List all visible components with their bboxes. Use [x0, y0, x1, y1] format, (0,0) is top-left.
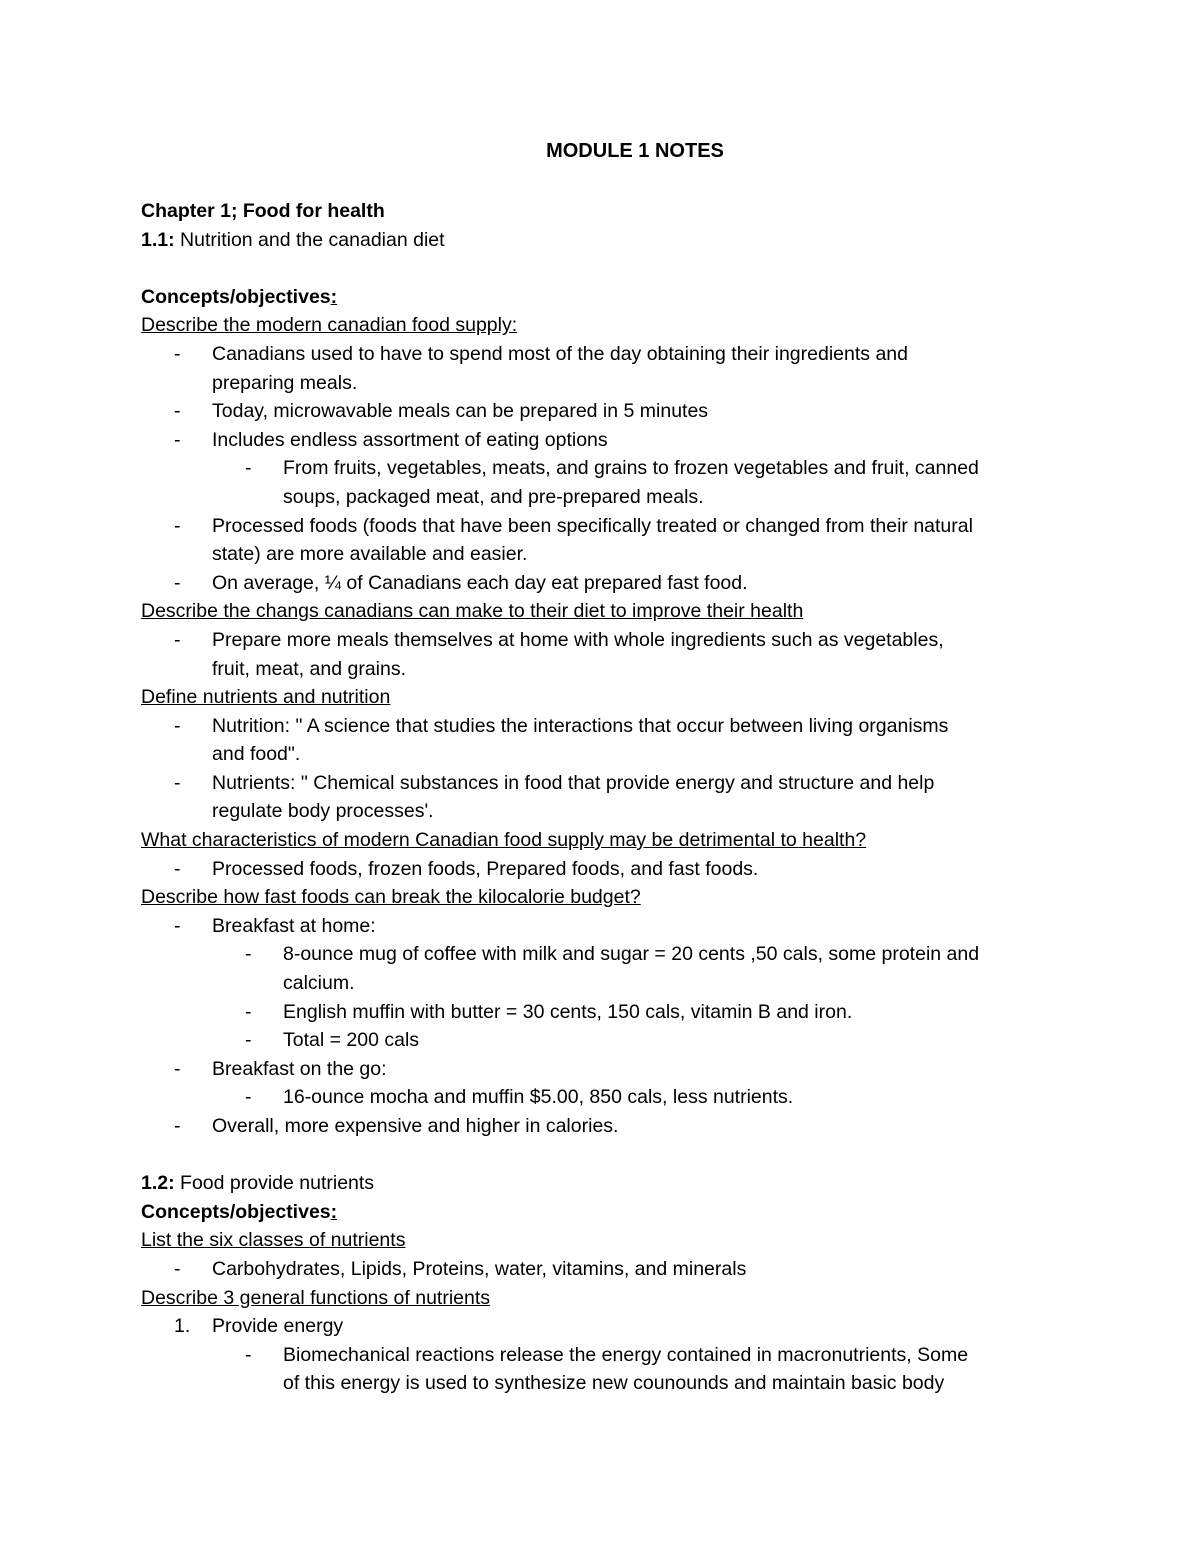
bullet-text: English muffin with butter = 30 cents, 150 cals, vitamin B and iron. [283, 1000, 853, 1023]
bullet-text: 16-ounce mocha and muffin $5.00, 850 cals, less nutrients. [283, 1086, 794, 1109]
bullet-text: Breakfast on the go: [212, 1057, 387, 1080]
sub-bullet-continuation: soups, packaged meat, and pre-prepared meals. [283, 485, 704, 508]
spacer [141, 1141, 1061, 1170]
question-heading: Describe the modern canadian food supply: [141, 314, 518, 337]
page-title: MODULE 1 NOTES [546, 140, 724, 162]
bullet-dash: - [245, 1343, 252, 1366]
bullet-item [141, 1255, 1061, 1284]
bullet-item [141, 340, 1061, 369]
bullet-dash: - [174, 400, 181, 423]
section-heading-1-2 [141, 1169, 1061, 1198]
bullet-item [141, 1055, 1061, 1084]
bullet-continuation: fruit, meat, and grains. [212, 657, 407, 680]
bullet-text: Breakfast at home: [212, 914, 376, 937]
sub-bullet-continuation: calcium. [283, 972, 355, 995]
bullet-item [141, 769, 1061, 798]
bullet-item [141, 1112, 1061, 1141]
question-heading: List the six classes of nutrients [141, 1229, 406, 1252]
numbered-item [141, 1312, 1061, 1341]
bullet-item [141, 855, 1061, 884]
sub-bullet-item [141, 1026, 1061, 1055]
bullet-text: Nutrition: " A science that studies the interactions that occur between living organisms [212, 714, 949, 737]
bullet-dash: - [174, 342, 181, 365]
bullet-dash: - [174, 714, 181, 737]
bullet-text: On average, ¼ of Canadians each day eat prepared fast food. [212, 571, 748, 594]
bullet-text: From fruits, vegetables, meats, and grains to frozen vegetables and fruit, canned [283, 457, 979, 480]
bullet-dash: - [174, 428, 181, 451]
bullet-text: Overall, more expensive and higher in calories. [212, 1115, 619, 1137]
question-heading: Define nutrients and nutrition [141, 686, 391, 709]
question-heading: What characteristics of modern Canadian food supply may be detrimental to health? [141, 829, 867, 852]
bullet-dash: - [174, 857, 181, 880]
section-title: Food provide nutrients [174, 1172, 375, 1195]
section-title: Nutrition and the canadian diet [174, 228, 445, 251]
bullet-dash: - [245, 1086, 252, 1109]
bullet-text: Includes endless assortment of eating options [212, 428, 608, 451]
bullet-text: Processed foods (foods that have been specifically treated or changed from their natural [212, 514, 973, 537]
bullet-text: Nutrients: " Chemical substances in food that provide energy and structure and help [212, 771, 935, 794]
item-text: Provide energy [212, 1315, 344, 1338]
sub-bullet-item [141, 998, 1061, 1027]
bullet-text: Biomechanical reactions release the energy contained in macronutrients, Some [283, 1343, 969, 1366]
bullet-dash: - [174, 771, 181, 794]
concepts-heading [141, 283, 1061, 312]
bullet-text: 8-ounce mug of coffee with milk and sugar = 20 cents ,50 cals, some protein and [283, 943, 980, 966]
concepts-label: Concepts/objectives [141, 1200, 331, 1223]
bullet-text: Canadians used to have to spend most of the day obtaining their ingredients and [212, 342, 908, 365]
bullet-item [141, 912, 1061, 941]
bullet-dash: - [174, 914, 181, 937]
notes-body [141, 197, 1061, 1398]
bullet-continuation: and food". [212, 743, 301, 766]
bullet-item [141, 426, 1061, 455]
concepts-heading [141, 1198, 1061, 1227]
bullet-text: Processed foods, frozen foods, Prepared foods, and fast foods. [212, 857, 759, 880]
bullet-item [141, 397, 1061, 426]
bullet-dash: - [174, 571, 181, 594]
bullet-dash: - [245, 943, 252, 966]
bullet-dash: - [245, 1000, 252, 1023]
question-heading: Describe how fast foods can break the kilocalorie budget? [141, 886, 641, 909]
bullet-item [141, 512, 1061, 541]
spacer [141, 254, 1061, 283]
bullet-dash: - [245, 1029, 252, 1052]
bullet-dash: - [174, 1257, 181, 1280]
bullet-continuation: preparing meals. [212, 371, 358, 394]
bullet-dash: - [174, 514, 181, 537]
bullet-text: Carbohydrates, Lipids, Proteins, water, vitamins, and minerals [212, 1257, 747, 1280]
bullet-dash: - [245, 457, 252, 480]
question-heading: Describe 3 general functions of nutrients [141, 1286, 491, 1309]
bullet-item [141, 626, 1061, 655]
bullet-text: Today, microwavable meals can be prepared in 5 minutes [212, 400, 709, 423]
item-number: 1. [174, 1315, 191, 1338]
section-heading-1-1 [141, 226, 1061, 255]
question-heading: Describe the changs canadians can make to their diet to improve their health [141, 600, 804, 623]
bullet-item [141, 712, 1061, 741]
bullet-text: Total = 200 cals [283, 1029, 420, 1052]
concepts-colon: : [330, 1200, 338, 1223]
bullet-dash: - [174, 1115, 181, 1137]
sub-bullet-item [141, 940, 1061, 969]
sub-bullet-item [141, 1341, 1061, 1370]
sub-bullet-item [141, 1083, 1061, 1112]
concepts-colon: : [330, 285, 338, 308]
concepts-label: Concepts/objectives [141, 285, 331, 308]
bullet-dash: - [174, 1057, 181, 1080]
section-number: 1.2: [141, 1172, 175, 1195]
bullet-continuation: regulate body processes'. [212, 800, 434, 823]
section-number: 1.1: [141, 228, 175, 251]
bullet-dash: - [174, 628, 181, 651]
bullet-continuation: state) are more available and easier. [212, 543, 528, 566]
sub-bullet-item [141, 454, 1061, 483]
sub-bullet-continuation: of this energy is used to synthesize new counounds and maintain basic body [283, 1372, 945, 1395]
bullet-item [141, 569, 1061, 598]
bullet-text: Prepare more meals themselves at home with whole ingredients such as vegetables, [212, 628, 944, 651]
chapter-heading: Chapter 1; Food for health [141, 200, 385, 222]
